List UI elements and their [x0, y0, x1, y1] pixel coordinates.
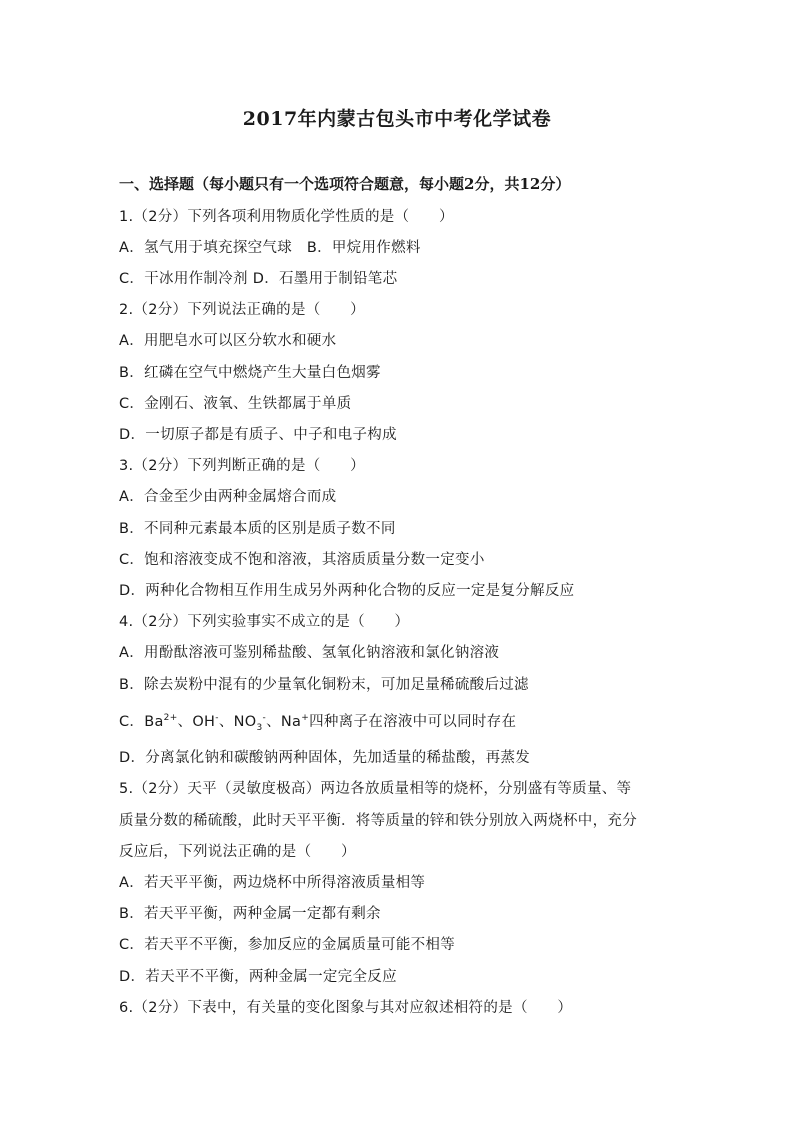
- hydroxide-charge: -: [215, 713, 219, 724]
- question-1-options-cd: C．干冰用作制冷剂 D．石墨用于制铅笔芯: [119, 271, 398, 287]
- question-5-stem-line-1: 5.（2分）天平（灵敏度极高）两边各放质量相等的烧杯，分别盛有等质量、等: [119, 781, 632, 797]
- question-3-option-b: B．不同种元素最本质的区别是质子数不同: [119, 521, 396, 537]
- question-1-stem: 1.（2分）下列各项利用物质化学性质的是（ ）: [119, 209, 454, 225]
- question-5-option-c: C．若天平不平衡，参加反应的金属质量可能不相等: [119, 937, 456, 953]
- question-4-option-d: D．分离氯化钠和碳酸钠两种固体，先加适量的稀盐酸，再蒸发: [119, 750, 531, 766]
- nitrate-charge: -: [262, 713, 267, 724]
- option-c-prefix: C．: [119, 714, 145, 730]
- question-4-option-c: [119, 710, 516, 731]
- question-5-stem-line-2: 质量分数的稀硫酸，此时天平平衡．将等质量的锌和铁分别放入两烧杯中，充分: [119, 813, 637, 829]
- question-4-option-a: A．用酚酞溶液可鉴别稀盐酸、氢氧化钠溶液和氯化钠溶液: [119, 645, 500, 661]
- question-4-stem: 4.（2分）下列实验事实不成立的是（ ）: [119, 614, 410, 630]
- question-5-option-b: B．若天平平衡，两种金属一定都有剩余: [119, 906, 381, 922]
- question-2-option-b: B．红磷在空气中燃烧产生大量白色烟雾: [119, 365, 381, 381]
- sodium-ion: 、Na: [266, 714, 302, 730]
- question-2-option-c: C．金刚石、液氧、生铁都属于单质: [119, 396, 352, 412]
- question-1-options-ab: A．氢气用于填充探空气球 B．甲烷用作燃料: [119, 240, 421, 256]
- hydroxide-ion: 、OH: [177, 714, 216, 730]
- sodium-charge: +: [301, 713, 310, 724]
- nitrate-subscript: 3: [256, 722, 263, 733]
- question-5-stem-line-3: 反应后，下列说法正确的是（ ）: [119, 844, 356, 860]
- question-3-option-d: D．两种化合物相互作用生成另外两种化合物的反应一定是复分解反应: [119, 583, 575, 599]
- question-3-option-a: A．合金至少由两种金属熔合而成: [119, 489, 337, 505]
- section-heading: 一、选择题（每小题只有一个选项符合题意，每小题2分，共12分）: [119, 175, 571, 193]
- question-3-stem: 3.（2分）下列判断正确的是（ ）: [119, 458, 365, 474]
- question-4-option-b: B．除去炭粉中混有的少量氧化铜粉末，可加足量稀硫酸后过滤: [119, 677, 529, 693]
- barium-ion: Ba: [144, 714, 164, 730]
- question-5-option-a: A．若天平平衡，两边烧杯中所得溶液质量相等: [119, 875, 426, 891]
- option-c-tail: 四种离子在溶液中可以同时存在: [309, 714, 517, 730]
- page-title: 2017年内蒙古包头市中考化学试卷: [242, 108, 552, 130]
- barium-charge: 2+: [163, 713, 178, 724]
- nitrate-ion: 、NO: [218, 714, 257, 730]
- question-2-option-d: D．一切原子都是有质子、中子和电子构成: [119, 427, 397, 443]
- question-5-option-d: D．若天平不平衡，两种金属一定完全反应: [119, 969, 397, 985]
- question-2-stem: 2.（2分）下列说法正确的是（ ）: [119, 302, 365, 318]
- question-6-stem: 6.（2分）下表中，有关量的变化图象与其对应叙述相符的是（ ）: [119, 1000, 573, 1016]
- question-2-option-a: A．用肥皂水可以区分软水和硬水: [119, 333, 337, 349]
- question-3-option-c: C．饱和溶液变成不饱和溶液，其溶质质量分数一定变小: [119, 552, 485, 568]
